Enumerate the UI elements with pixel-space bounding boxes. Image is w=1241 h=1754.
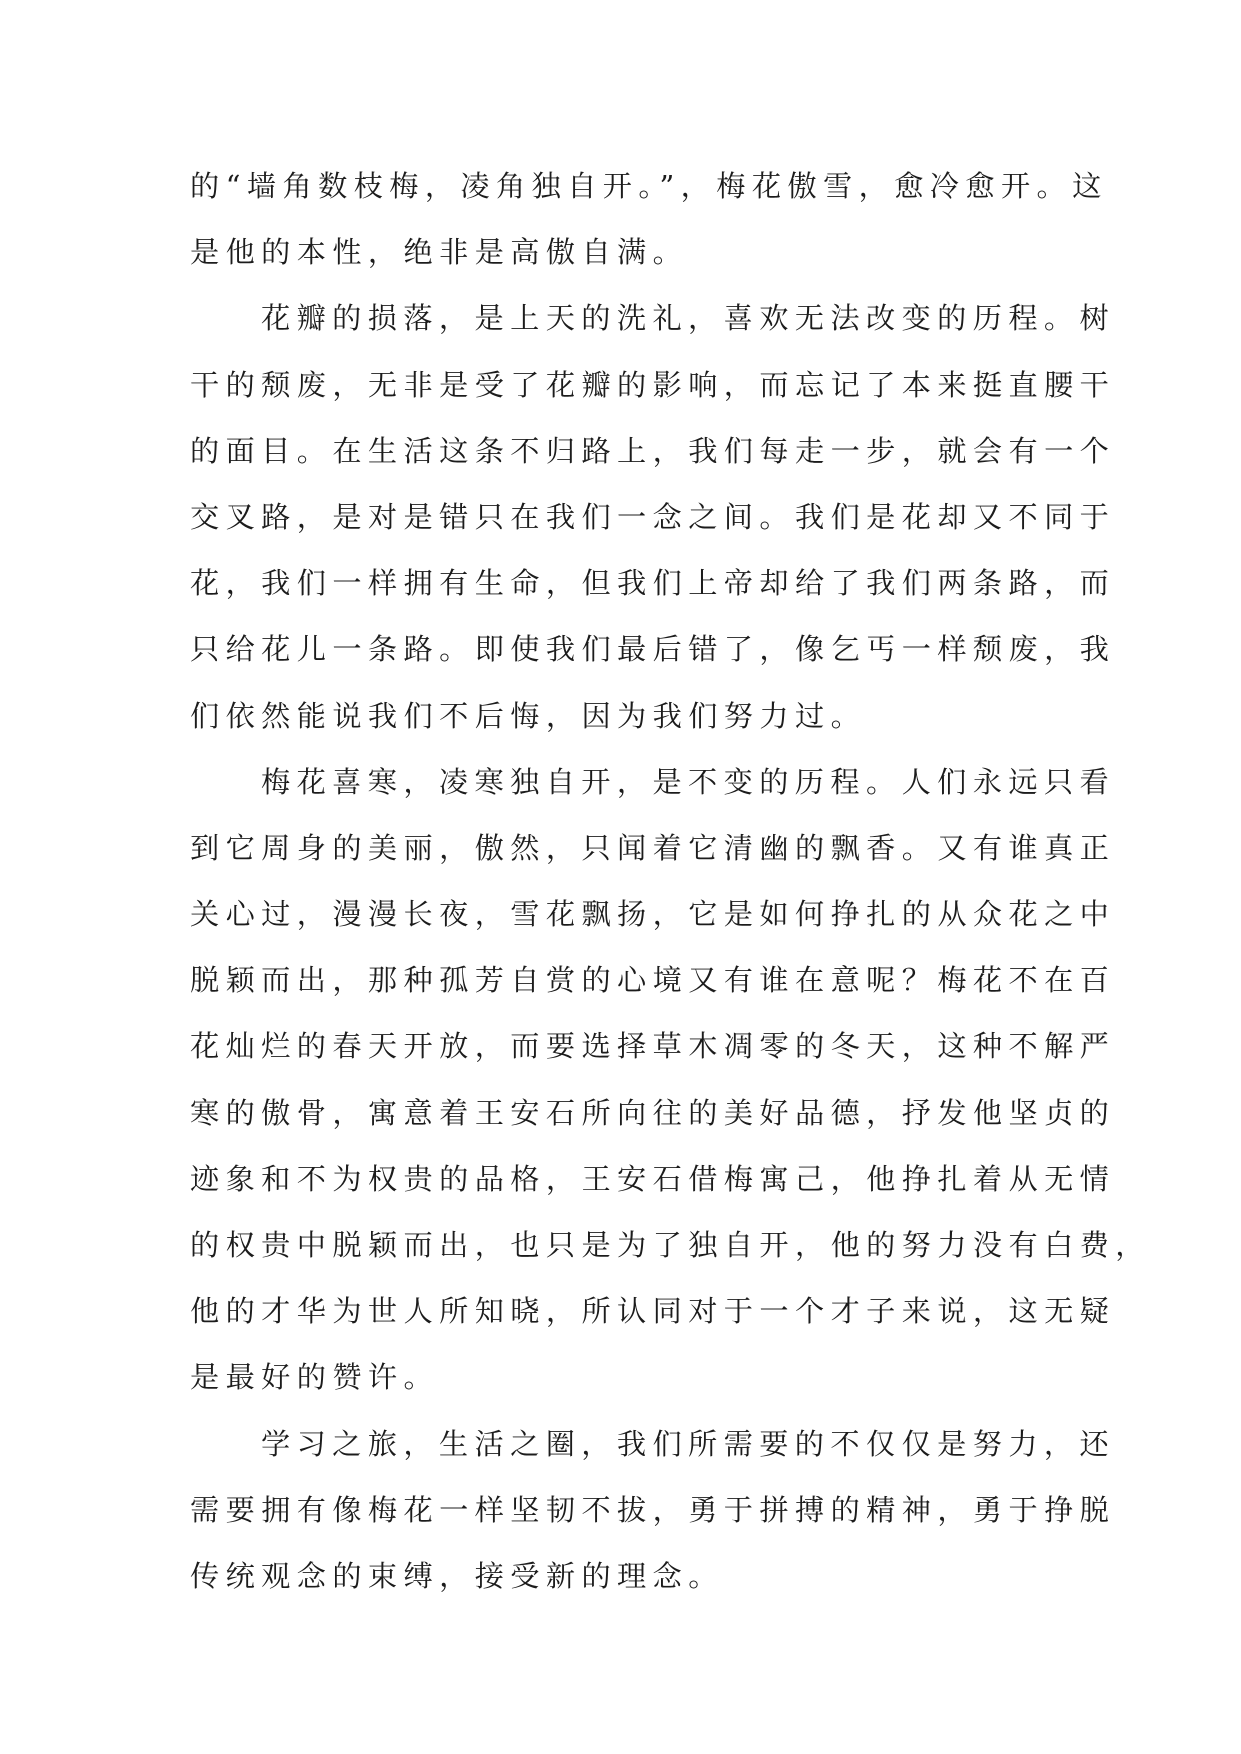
text-line: 梅花喜寒，凌寒独自开，是不变的历程。人们永远只看: [261, 764, 1116, 799]
paragraph-1: [190, 153, 1108, 285]
text-line: 们依然能说我们不后悔，因为我们努力过。: [190, 698, 867, 733]
text-line: 的“墙角数枝梅，凌角独自开。”，梅花傲雪，愈冷愈开。这: [190, 169, 1108, 203]
text-line: 花，我们一样拥有生命，但我们上帝却给了我们两条路，而: [190, 566, 1116, 601]
paragraph-3: [190, 749, 1151, 1411]
text-line: 只给花儿一条路。即使我们最后错了，像乞丐一样颓废，我: [190, 632, 1116, 667]
text-line: 需要拥有像梅花一样坚韧不拔，勇于拼搏的精神，勇于挣脱: [190, 1492, 1116, 1527]
text-line: 到它周身的美丽，傲然，只闻着它清幽的飘香。又有谁真正: [190, 830, 1116, 865]
text-line: 是最好的赞许。: [190, 1360, 440, 1395]
text-line: 传统观念的束缚，接受新的理念。: [190, 1558, 724, 1593]
text-line: 花灿烂的春天开放，而要选择草木凋零的冬天，这种不解严: [190, 1029, 1116, 1064]
text-line: 干的颓废，无非是受了花瓣的影响，而忘记了本来挺直腰干: [190, 367, 1116, 402]
text-line: 是他的本性，绝非是高傲自满。: [190, 235, 689, 270]
text-line: 迹象和不为权贵的品格，王安石借梅寓己，他挣扎着从无情: [190, 1161, 1116, 1196]
text-line: 花瓣的损落，是上天的洗礼，喜欢无法改变的历程。树: [261, 301, 1116, 336]
text-line: 交叉路，是对是错只在我们一念之间。我们是花却又不同于: [190, 499, 1116, 534]
paragraph-4: [190, 1411, 1116, 1610]
text-line: 的权贵中脱颖而出，也只是为了独自开，他的努力没有白费，: [190, 1228, 1151, 1262]
text-line: 关心过，漫漫长夜，雪花飘扬，它是如何挣扎的从众花之中: [190, 897, 1116, 932]
text-line: 寒的傲骨，寓意着王安石所向往的美好品德，抒发他坚贞的: [190, 1095, 1116, 1130]
text-line: 他的才华为世人所知晓，所认同对于一个才子来说，这无疑: [190, 1294, 1116, 1329]
text-line: 学习之旅，生活之圈，我们所需要的不仅仅是努力，还: [261, 1426, 1116, 1461]
document-body: [190, 153, 1151, 1609]
text-line: 脱颖而出，那种孤芳自赏的心境又有谁在意呢？梅花不在百: [190, 963, 1116, 998]
text-line: 的面目。在生活这条不归路上，我们每走一步，就会有一个: [190, 433, 1116, 468]
paragraph-2: [190, 285, 1116, 748]
